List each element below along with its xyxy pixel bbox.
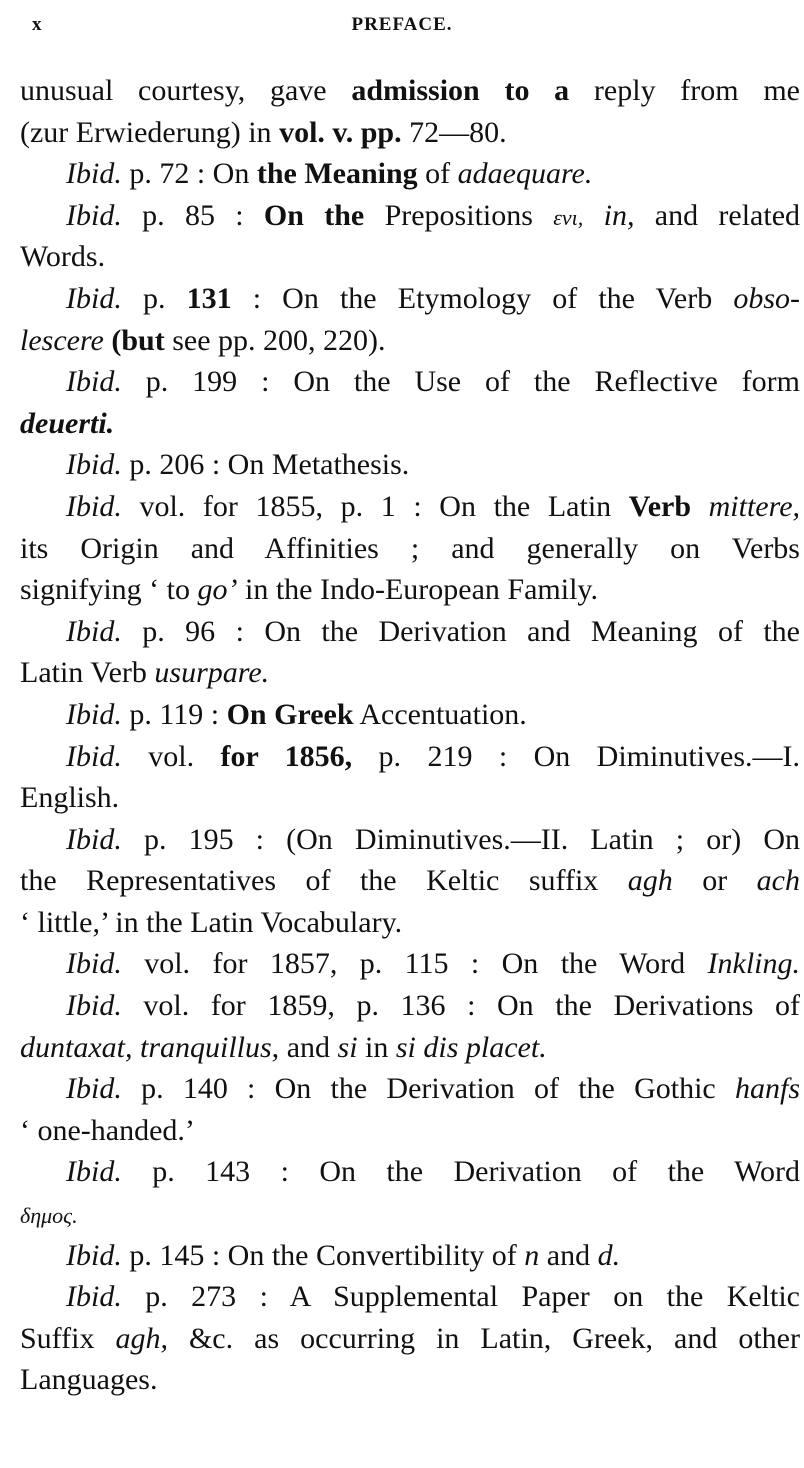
text-run: Ibid. — [66, 614, 122, 648]
text-run: (but — [111, 323, 165, 357]
text-run: in, — [603, 198, 635, 232]
text-line — [20, 569, 800, 611]
text-line — [20, 1110, 800, 1152]
text-run: p. — [121, 281, 187, 315]
text-line — [20, 112, 800, 154]
text-run: signifying ‘ to — [20, 573, 198, 607]
text-run: Ibid. — [66, 489, 122, 523]
text-run: English. — [20, 781, 120, 815]
entry-first-line — [20, 1068, 800, 1110]
text-run: admission to a — [351, 74, 570, 107]
text-run: &c. as occurring in Latin, Greek, and other — [167, 1321, 800, 1355]
text-run: the Meaning — [256, 157, 418, 191]
text-run: vol. v. pp. — [279, 115, 402, 149]
text-run: Accentuation. — [353, 697, 527, 731]
text-run: ενι, — [553, 204, 584, 230]
text-line — [20, 777, 800, 819]
text-line — [20, 1318, 800, 1360]
text-run: lescere — [20, 323, 104, 357]
text-run: unusual courtesy, gave — [20, 74, 352, 107]
text-run: Suffix — [20, 1321, 116, 1355]
text-run: see pp. 200, 220). — [164, 323, 386, 357]
text-run: and — [539, 1238, 598, 1272]
entry-first-line — [20, 1151, 800, 1193]
entry-first-line — [20, 819, 800, 861]
text-run: Ibid. — [66, 739, 122, 773]
text-line — [20, 902, 800, 944]
entry-first-line — [20, 736, 800, 778]
text-run: p. 206 : On Metathesis. — [121, 448, 410, 482]
text-run: Languages. — [20, 1363, 158, 1397]
text-run: : On the Etymology of the Verb — [231, 281, 734, 315]
text-run: mittere, — [708, 489, 801, 523]
text-line — [20, 1027, 800, 1069]
entry-first-line — [20, 611, 800, 653]
text-run: hanfs — [734, 1072, 800, 1106]
text-line — [20, 1193, 800, 1235]
text-run: go’ — [197, 573, 238, 607]
text-run: for 1856, — [220, 739, 353, 773]
text-run: Latin Verb — [20, 656, 155, 690]
text-run: (zur Erwiederung) in — [20, 115, 280, 149]
text-run: p. 273 : A Supplemental Paper on the Keltic — [121, 1280, 800, 1314]
text-run: Verb — [628, 489, 692, 523]
text-run: Ibid. — [66, 198, 122, 232]
text-run: adaequare. — [457, 157, 593, 191]
text-run: 131 — [186, 281, 232, 315]
text-run: Ibid. — [66, 281, 122, 315]
entry-first-line — [20, 278, 800, 320]
text-run: deuerti. — [20, 406, 115, 440]
text-line — [20, 236, 800, 278]
entry-first-line — [20, 486, 800, 528]
text-line — [20, 320, 800, 362]
text-run: obso- — [733, 281, 801, 315]
text-run: Ibid. — [66, 822, 122, 856]
text-run: and related — [634, 198, 801, 232]
entry-first-line — [20, 195, 800, 237]
entry-first-line — [20, 985, 800, 1027]
text-run: vol. for 1859, p. 136 : On the Derivations of — [121, 989, 800, 1023]
text-run: reply from me — [569, 74, 800, 107]
text-run: p. 195 : (On Diminutives.—II. Latin ; or) On — [121, 822, 800, 856]
text-run: Ibid. — [66, 697, 122, 731]
text-run: si dis placet. — [395, 1030, 547, 1064]
text-run: p. 85 : — [121, 198, 264, 232]
text-run: duntaxat, tranquillus, — [20, 1030, 280, 1064]
text-run: p. 96 : On the Derivation and Meaning of the — [121, 614, 800, 648]
text-run: Ibid. — [66, 157, 122, 191]
text-run: p. 143 : On the Derivation of the Word — [121, 1155, 800, 1189]
text-line — [20, 860, 800, 902]
text-line — [20, 652, 800, 694]
text-run: δημος. — [20, 1203, 78, 1229]
text-run: On the — [263, 198, 365, 232]
text-run: p. 145 : On the Convertibility of — [121, 1238, 525, 1272]
text-line — [20, 70, 800, 112]
text-run: agh, — [115, 1321, 168, 1355]
text-run: in — [357, 1030, 396, 1064]
text-run: vol. for 1855, p. 1 : On the Latin — [121, 489, 629, 523]
text-line — [20, 403, 800, 445]
text-run: Ibid. — [66, 989, 122, 1023]
text-run: p. 140 : On the Derivation of the Gothic — [121, 1072, 735, 1106]
text-run: Prepositions — [364, 198, 554, 232]
text-run: ach — [756, 864, 800, 898]
page-number: x — [32, 14, 43, 35]
text-run: of — [417, 157, 458, 191]
text-run: or — [672, 864, 757, 898]
text-run: vol. for 1857, p. 115 : On the Word — [121, 947, 708, 981]
text-run: Ibid. — [66, 365, 122, 399]
text-run: Ibid. — [66, 1155, 122, 1189]
text-run: si — [337, 1030, 358, 1064]
text-run: 72—80. — [401, 115, 507, 149]
entry-first-line — [20, 361, 800, 403]
text-run — [691, 490, 709, 523]
text-run: agh — [627, 864, 673, 898]
text-run: p. 72 : On — [121, 157, 257, 191]
text-run: Ibid. — [66, 1238, 122, 1272]
running-head — [20, 14, 784, 44]
text-run — [583, 199, 603, 232]
text-run: ‘ one-handed.’ — [20, 1113, 195, 1147]
text-run: p. 119 : — [121, 697, 227, 731]
text-run: p. 219 : On Diminutives.—I. — [352, 739, 800, 773]
text-run: Ibid. — [66, 1072, 122, 1106]
text-run: usurpare. — [154, 656, 270, 690]
text-run: Words. — [20, 240, 106, 274]
body-text — [20, 70, 800, 1401]
entry-first-line — [20, 1235, 800, 1277]
text-run: in the Indo-European Family. — [237, 573, 598, 607]
text-run: n — [524, 1238, 540, 1272]
text-run: Ibid. — [66, 947, 122, 981]
text-run: Inkling. — [707, 947, 800, 981]
text-line — [20, 1359, 800, 1401]
entry-first-line — [20, 153, 800, 195]
text-run: Ibid. — [66, 1280, 122, 1314]
text-run: ‘ little,’ in the Latin Vocabulary. — [20, 905, 403, 939]
entry-first-line — [20, 943, 800, 985]
entry-first-line — [20, 444, 800, 486]
text-run: and — [279, 1030, 338, 1064]
text-run: Ibid. — [66, 448, 122, 482]
text-run: its Origin and Affinities ; and generally on Verbs — [20, 531, 800, 565]
text-run: the Representatives of the Keltic suffix — [20, 864, 628, 898]
text-line — [20, 528, 800, 570]
text-run: On Greek — [226, 697, 354, 731]
entry-first-line — [20, 694, 800, 736]
text-run: d. — [597, 1238, 621, 1272]
entry-first-line — [20, 1276, 800, 1318]
text-run: p. 199 : On the Use of the Reflective form — [121, 365, 800, 399]
running-title: PREFACE. — [351, 14, 453, 35]
text-run: vol. — [121, 739, 221, 773]
